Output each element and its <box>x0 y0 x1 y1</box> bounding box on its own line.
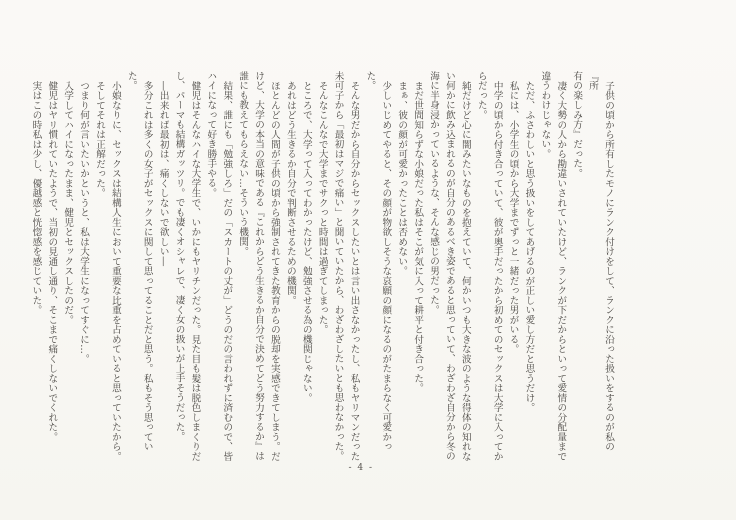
text-line: らだった。 <box>475 71 487 120</box>
text-line: 海に半身浸かっているような、そんな感じの男だった。 <box>428 71 440 315</box>
text-line: 子供の頃から所有したモノにランク付けをして、ランクに沿った扱いをするのが私の『所 <box>587 71 614 452</box>
page-number: - 4 - <box>348 463 374 473</box>
text-line: し、パーマも結構ガッツリ。でも凄くオシャレで、凄く女の扱いが上手そうだった。 <box>173 71 185 442</box>
page-text-block <box>27 71 616 463</box>
text-line: 有の楽しみ方』だった。 <box>571 71 583 179</box>
text-line: まぁ、彼の顔が可愛かったことは否めない。 <box>396 80 408 276</box>
text-line: い何かに飲み込まれるのが自分のあるべき姿であると思っていて、わざわざ自分から冬の <box>443 71 455 461</box>
text-line: ただ、ふさわしいと思う扱いをしてあげるのが正しい愛し方だと思うだけ。 <box>523 80 535 413</box>
text-line: ―出来れば最初は、痛くしないで欲しい― <box>157 80 169 267</box>
text-line: けど、大学の本当の意味である『これからどう生きるか自分で決めてどう努力するか』は <box>253 71 265 461</box>
text-line: そんな男だから自分からセックスしたいとは言い出さなかったし、私もヤリマンだった <box>348 80 360 462</box>
text-line: 健児はヤリ慣れていたようで、当初の見通し通り、そこまで痛くしないでくれた。 <box>46 80 58 442</box>
text-line: 未可子から「最初はマジで痛い」と聞いていたから、わざわざしたいとも思わなかった。 <box>332 71 344 461</box>
text-line: 小娘なりに、セックスは結構人生において重要な比重を占めていると思っていたから。 <box>109 80 121 462</box>
text-line: 違うわけじゃない。 <box>539 71 551 159</box>
text-line: まだ世間知らずな小娘だった私はそこが気に入って耕平と付き合った。 <box>412 80 424 393</box>
text-line: 健児はそんなハイな大学生で、いかにもヤリチンだった。見た目も髪は脱色しまくりだ <box>189 80 201 462</box>
text-line: 中学の頃から付き合っていて、彼が奥手だったから初めてのセックスは大学に入ってか <box>491 80 503 462</box>
text-line: 凄く大勢の人から勘違いされていたけど、ランクが下だからといって愛情の分配量まで <box>555 80 567 462</box>
text-line: 誰にも教えてもらえない…そういう機関。 <box>237 71 249 257</box>
text-line: 入学してハイになったまま、健児とセックスしたのだ。 <box>62 80 74 325</box>
text-line: つまり何が言いたいかというと、私は大学生になってすぐに…。 <box>78 80 90 364</box>
text-line: ほとんどの人間が子供の頃から強制されてきた教育からの脱却を実感できてしまう。だ <box>268 80 280 462</box>
text-line: 実はこの時私は少し、優越感と恍惚感を感じていた。 <box>30 80 42 315</box>
text-line: ハイになって好き勝手やる。 <box>205 71 217 198</box>
text-line: 結果、誰にも「勉強しろ」だの「スカートの丈が」どうのだの言われずに済むので、皆 <box>221 80 233 462</box>
text-line: 私には、小学生の頃から大学までずっと一緒だった男がいる。 <box>507 80 519 354</box>
text-line: あれはどう生きるか自分で判断させるための機関。 <box>284 80 296 306</box>
text-line: そんなこんなで大学までサクっと時間は過ぎてしまった。 <box>316 80 328 335</box>
text-line: 少しいじめてやると、その顔が物欲しそうな哀願の顔になるのがたまらなく可愛かった。 <box>364 71 392 452</box>
text-line: そしてそれは正解だった。 <box>94 80 105 198</box>
text-line: 純だけど心に闇みたいなものを抱えていて、何かいつも大きな波のような得体の知れな <box>459 80 471 462</box>
text-line: 多分これは多くの女子がセックスに関して思ってることだと思う。私もそう思っていた。 <box>125 71 153 452</box>
text-line: ところで、大学って入ってわかったけど、勉強させる為の機関じゃない。 <box>300 80 312 403</box>
